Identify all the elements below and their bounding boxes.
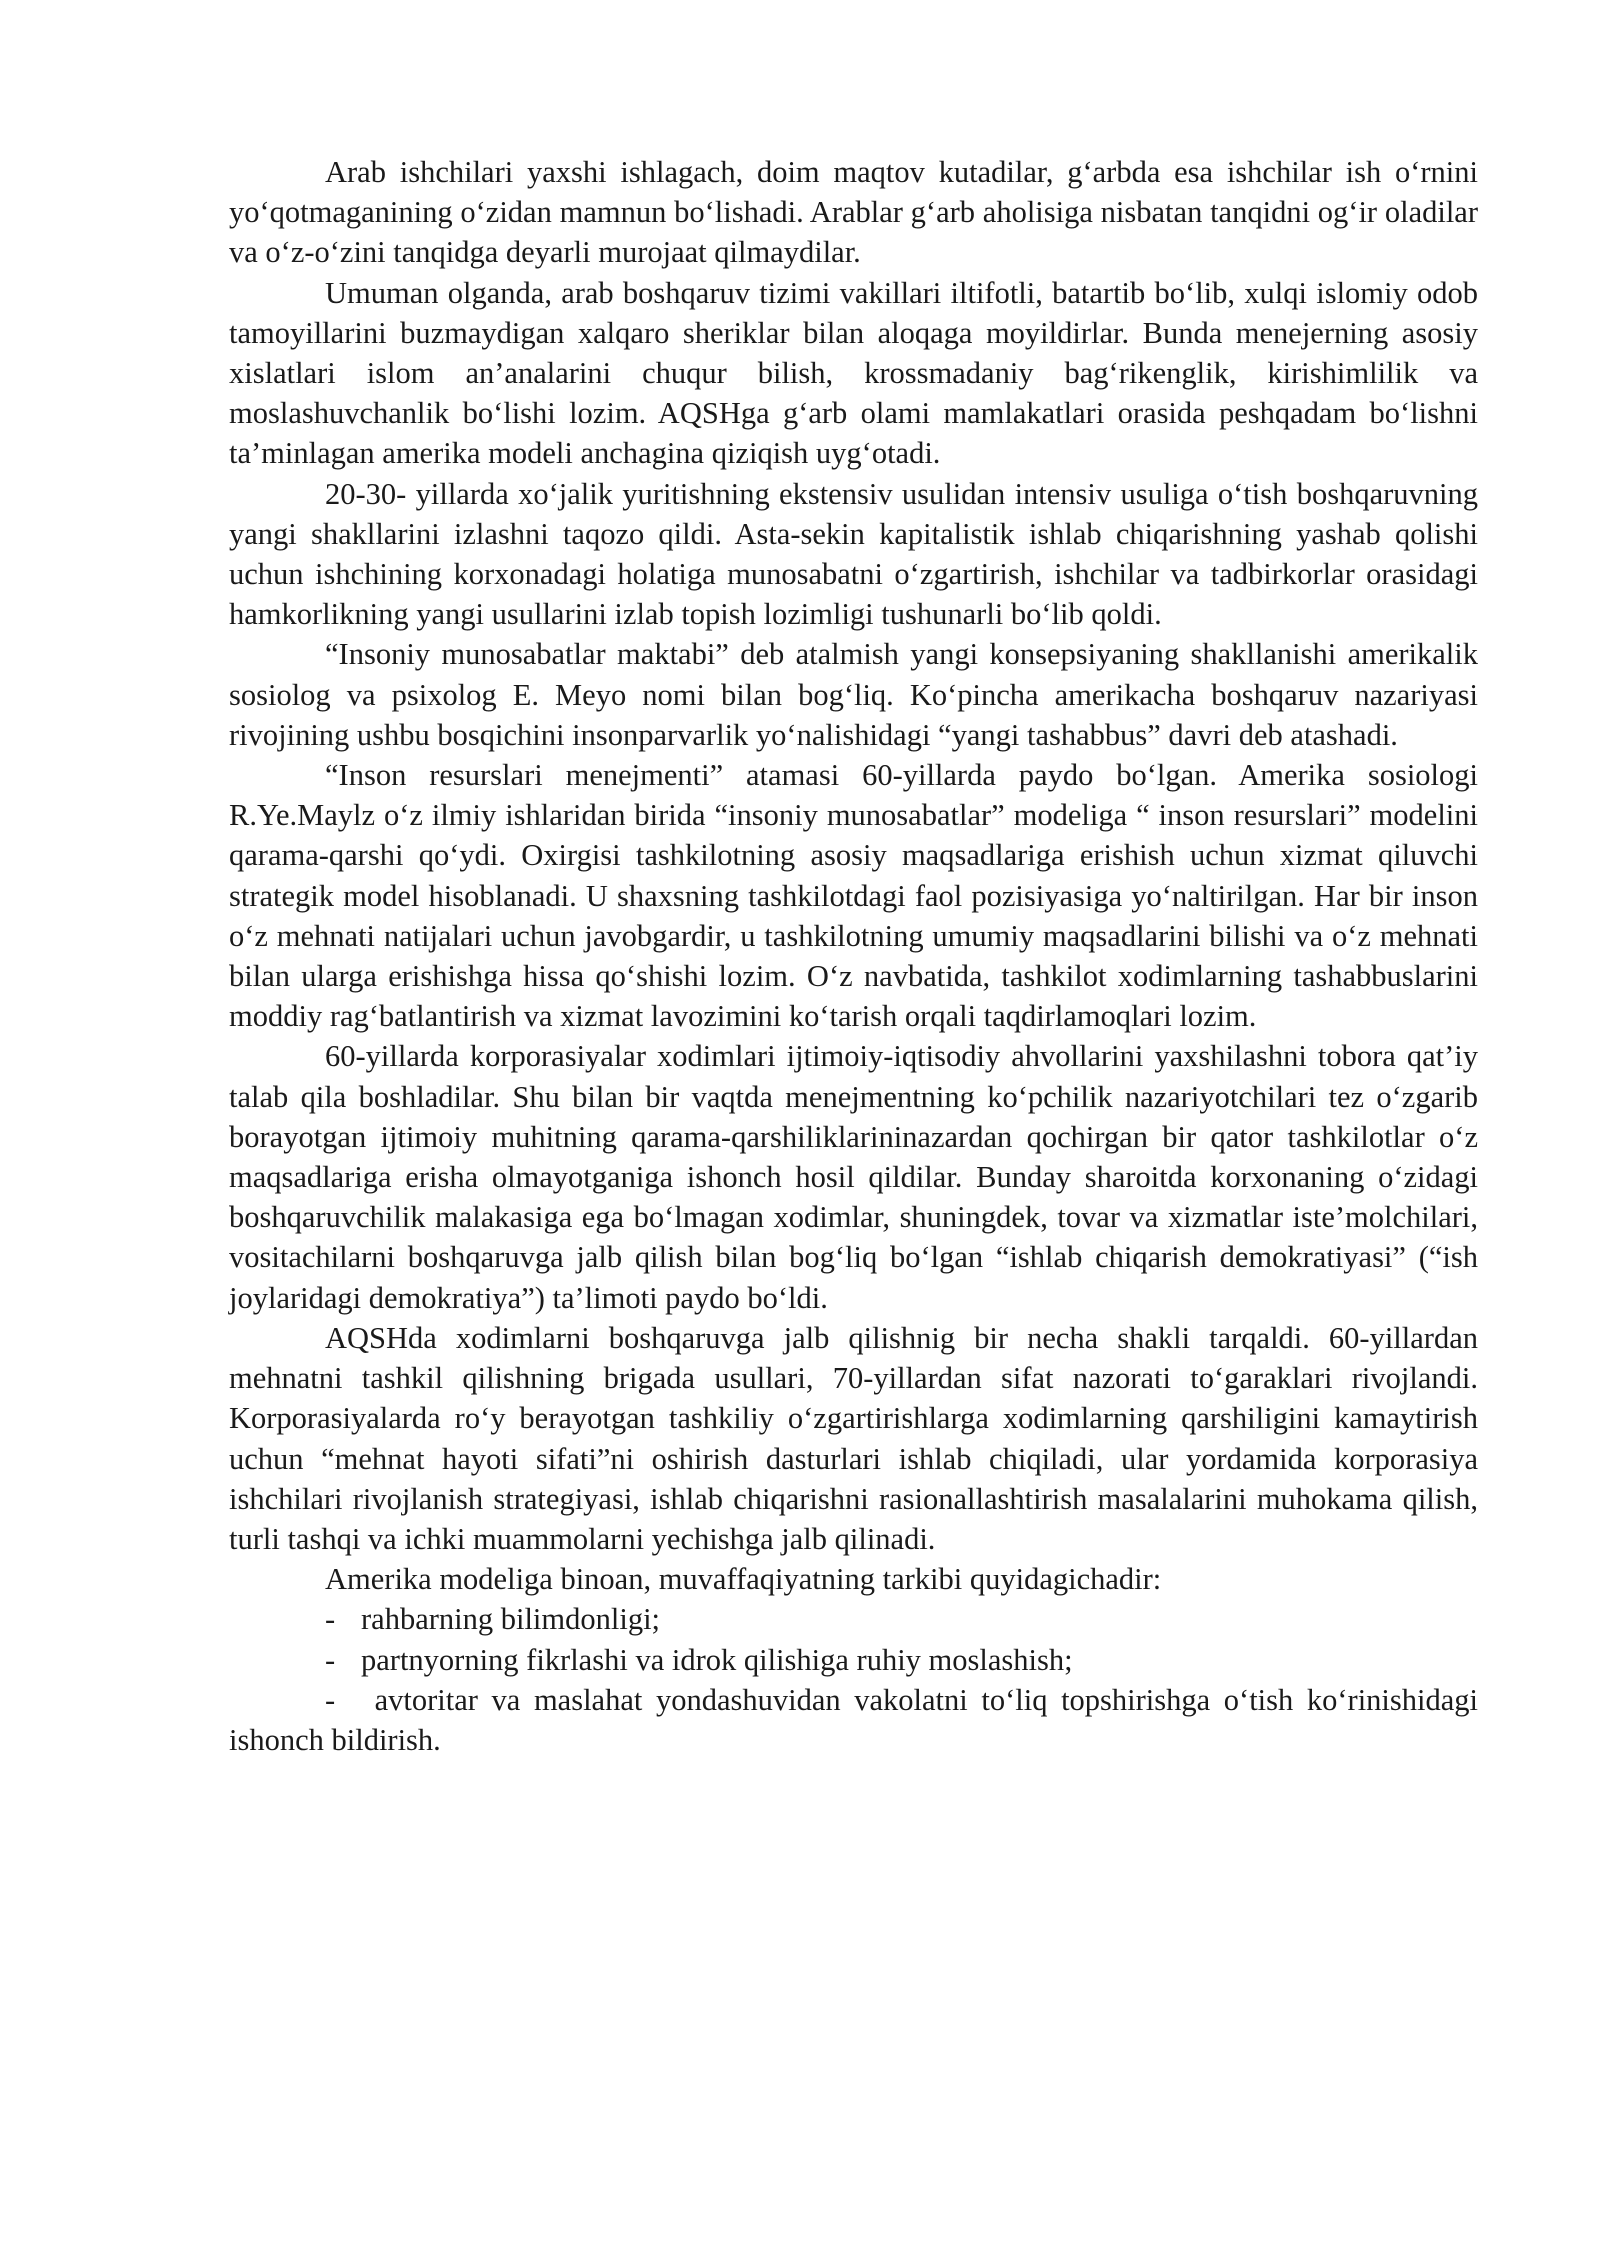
list-item-text: rahbarning bilimdonligi; <box>361 1602 661 1637</box>
list-item-text: partnyorning fikrlashi va idrok qilishiga ruhiy moslashish; <box>361 1642 1073 1677</box>
list-item-text: avtoritar va maslahat yondashuvidan vakolatni to‘liq topshirishga o‘tish ko‘rinishidagi ishonch bildirish. <box>229 1682 1478 1757</box>
paragraph-usa-participation: AQSHda xodimlarni boshqaruvga jalb qilishnig bir necha shakli tarqaldi. 60-yillardan mehnatni tashkil qilishning brigada usullari, 70-yillardan sifat nazorati to‘garaklari rivojlandi. Korporasiyalarda ro‘y berayotgan tashkiliy o‘zgartirishlarga xodimlarning qarshiligini kamaytirish uchun “mehnat hayoti sifati”ni oshirish dasturlari ishlab chiqiladi, ular yordamida korporasiya ishchilari rivojlanish strategiyasi, ishlab chiqarishni rasionallashtirish masalalarini muhokama qilish, turli tashqi va ichki muammolarni yechishga jalb qilinadi. <box>229 1320 1478 1556</box>
paragraph-human-resources: “Inson resurslari menejmenti” atamasi 60-yillarda paydo bo‘lgan. Amerika sosiologi R.Ye.Maylz o‘z ilmiy ishlaridan birida “insoniy munosabatlar” modeliga “ inson resurslari” modelini qarama-qarshi qo‘ydi. Oxirgisi tashkilotning asosiy maqsadlariga erishish uchun xizmat qiluvchi strategik model hisoblanadi. U shaxsning tashkilotdagi faol pozisiyasiga yo‘naltirilgan. Har bir inson o‘z mehnati natijalari uchun javobgardir, u tashkilotning umumiy maqsadlarini bilishi va o‘z mehnati bilan ularga erishishga hissa qo‘shishi lozim. O‘z navbatida, tashkilot xodimlarning tashabbuslarini moddiy rag‘batlantirish va xizmat lavozimini ko‘tarish orqali taqdirlamoqlari lozim. <box>229 758 1478 1034</box>
paragraph-1920s-1930s: 20-30- yillarda xo‘jalik yuritishning ekstensiv usulidan intensiv usuliga o‘tish boshqaruvning yangi shakllarini izlashni taqozo qildi. Asta-sekin kapitalistik ishlab chiqarishning yashab qolishi uchun ishchining korxonadagi holatiga munosabatni o‘zgartirish, ishchilar va tadbirkorlar orasidagi hamkorlikning yangi usullarini izlab topish lozimligi tushunarli bo‘lib qoldi. <box>229 476 1478 632</box>
paragraph-arab-workers: Arab ishchilari yaxshi ishlagach, doim maqtov kutadilar, g‘arbda esa ishchilar ish o‘rnini yo‘qotmaganining o‘zidan mamnun bo‘lishadi. Arablar g‘arb aholisiga nisbatan tanqidni og‘ir oladilar va o‘z-o‘zini tanqidga deyarli murojaat qilmaydilar. <box>229 155 1478 270</box>
list-item <box>229 1680 1478 1760</box>
paragraph-arab-management: Umuman olganda, arab boshqaruv tizimi vakillari iltifotli, batartib bo‘lib, xulqi islomiy odob tamoyillarini buzmaydigan xalqaro sheriklar bilan aloqaga moyildirlar. Bunda menejerning asosiy xislatlari islom an’analarini chuqur bilish, krossmadaniy bag‘rikenglik, kirishimlilik va moslashuvchanlik bo‘lishi lozim. AQSHga g‘arb olami mamlakatlari orasida peshqadam bo‘lishni ta’minlagan amerika modeli anchagina qiziqish uyg‘otadi. <box>229 275 1478 471</box>
list-dash: - <box>325 1602 336 1637</box>
list-dash: - <box>325 1642 336 1677</box>
document-page <box>229 152 1478 1760</box>
list-item <box>229 1599 1478 1639</box>
list-item <box>229 1640 1478 1680</box>
list-dash: - <box>325 1682 336 1717</box>
paragraph-american-model: Amerika modeliga binoan, muvaffaqiyatning tarkibi quyidagichadir: <box>325 1562 1162 1597</box>
paragraph-1960s-corporations: 60-yillarda korporasiyalar xodimlari ijtimoiy-iqtisodiy ahvollarini yaxshilashni tobora qat’iy talab qila boshladilar. Shu bilan bir vaqtda menejmentning ko‘pchilik nazariyotchilari tez o‘zgarib borayotgan ijtimoiy muhitning qarama-qarshiliklarininazardan qochirgan bir qator tashkilotlar o‘z maqsadlariga erisha olmayotganiga ishonch hosil qildilar. Bunday sharoitda korxonaning o‘zidagi boshqaruvchilik malakasiga ega bo‘lmagan xodimlar, shuningdek, tovar va xizmatlar iste’molchilari, vositachilarni boshqaruvga jalb qilish bilan bog‘liq bo‘lgan “ishlab chiqarish demokratiyasi” (“ish joylaridagi demokratiya”) ta’limoti paydo bo‘ldi. <box>229 1039 1478 1315</box>
paragraph-human-relations: “Insoniy munosabatlar maktabi” deb atalmish yangi konsepsiyaning shakllanishi amerikalik sosiolog va psixolog E. Meyo nomi bilan bog‘liq. Ko‘pincha amerikacha boshqaruv nazariyasi rivojining ushbu bosqichini insonparvarlik yo‘nalishidagi “yangi tashabbus” davri deb atashadi. <box>229 637 1478 752</box>
